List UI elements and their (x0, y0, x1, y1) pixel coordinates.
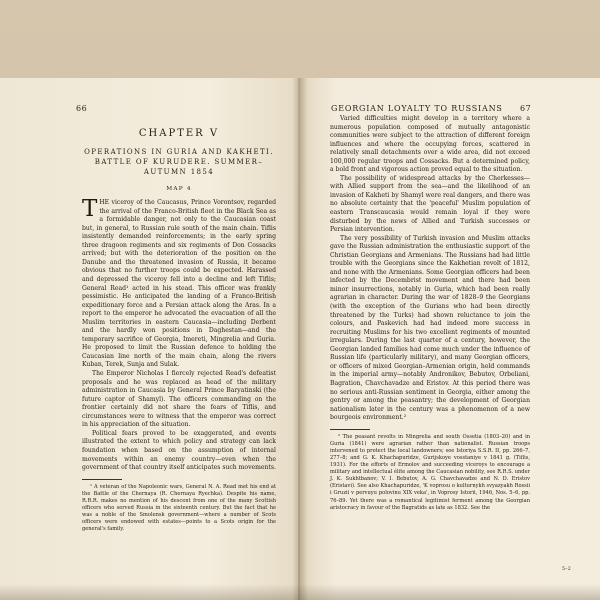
paragraph: Political fears proved to be exaggerated, and events illustrated the extent to which policy and strategy can lack foundation when based on the assumption of internal movements within an enemy country—even when the government of that country itself anticipates such movements. (82, 429, 276, 472)
paragraph: The Emperor Nicholas I fiercely rejected Read's defeatist proposals and he was replaced as head of the military administration in Caucasia by General Prince Baryatinski (the future captor of Shamyl). The officers commanding on the frontier certainly did not share the fears of Tiflis, and circumstances were to witness that the emperor was correct in his appreciation of the situation. (82, 370, 276, 429)
map-label: MAP 4 (166, 185, 192, 192)
left-text-column (82, 120, 276, 533)
footnote-rule (330, 429, 370, 430)
chapter-heading: CHAPTER V (138, 128, 220, 139)
chapter-title: OPERATIONS IN GURIA AND KAKHETI. BATTLE OF KURUDERE. SUMMER–AUTUMN 1854 (84, 147, 274, 176)
paragraph-text: HE viceroy of the Caucasus, Prince Vorontsov, regarded the arrival of the Franco-British fleet in the Black Sea as a formidable danger, not only to the Caucasian coast but, in general, to Russian rule south of the main chain. Tiflis insistently demanded reinforcements; in the early spring three dragoon regiments and six regiments of Don Cossacks arrived; but with the deterioration of the position on the Danube and the threatened invasion of Russia, it became obvious that no further troops could be expected. Harassed and depressed the viceroy fell into a decline and left Tiflis; General Read¹ acted in his stead. This officer was frankly pessimistic. He anticipated the landing of a Franco-British expeditionary force and a Persian attack along the Aras. In a report to the emperor he advocated the evacuation of all the Muslim territories in eastern Caucasia—including Derbent and the hardly won positions in Daghestan—and the temporary sacrifice of Georgia, Imereti, Mingrelia and Guria. He proposed to limit the Russian defence to holding the Caucasian line north of the main chain, along the rivers Kuban, Terek, Sunja and Sulak. (82, 199, 276, 369)
footnote: ¹ A veteran of the Napoleonic wars, General N. A. Read met his end at the Battle of the Chernaya (R. Chernaya Ryechka). Despite his name, R.R.R. makes no mention of his descent from one of the many Scottish officers who served Russia in the sixteenth century. But the fact that he was a noble of the Smolensk government—where a number of Scots officers were endowed with estates—points to a Scots origin for the general's family. (82, 483, 276, 533)
footnote-rule (82, 479, 122, 480)
printer-signature: 5–2 (562, 566, 571, 572)
left-page-number: 66 (76, 104, 88, 113)
paragraph: The possibility of widespread attacks by the Cherkesses—with Allied support from the sea—and the likelihood of an invasion of Kakheti by Shamyl were real dangers, and there was no absolute certainty that the 'peaceful' Muslim population of eastern Transcaucasia would remain loyal if they were disturbed by the news of Allied and Turkish successes or Persian intervention. (330, 174, 530, 234)
paragraph: Varied difficulties might develop in a territory where a numerous population composed of mutually antagonistic communities were subject to the attraction of different foreign influences and where the occupying forces, scattered in relatively small detachments over a wide area, did not exceed 100,000 regular troops and Cossacks. But a determined policy, a bold front and vigorous action proved equal to the situation. (330, 115, 530, 174)
right-page-number: 67 (520, 104, 532, 113)
paragraph: The very possibility of Turkish invasion and Muslim attacks gave the Russian administration the enthusiastic support of the Christian Georgians and Armenians. The Russians had had little trouble with the Georgians since the Kakhetian revolt of 1812, and none with the Armenians. Some Georgian officers had been infected by the Decembrist movement and there had been minor insurrections, notably in Guria, which had been really agrarian in character. During the war of 1828–9 the Georgians (with the exception of the Gurians who had been directly threatened by the Turks) had shown reluctance to join the colours, and Paskevich had had indeed more success in recruiting Muslims for his two excellent regiments of mounted irregulars. During the last quarter of a century, however, the Georgian landed families had come much under the influence of Russian life (particularly military), and many Georgian officers, or officers of mixed Georgian–Armenian origin, held commands in the imperial army—notably Andronikov, Bebutov, Orbeliani, Bagration, Chavchavadze and Eristov. At this period there was no serious anti-Russian sentiment in Georgia, either among the gentry or among the peasantry; the development of Georgian nationalism later in the century was a phenomenon of a new bourgeois environment.² (330, 234, 530, 422)
drop-cap: T (82, 196, 98, 223)
right-text-column (330, 115, 530, 512)
footnote: ² The peasant revolts in Mingrelia and south Ossetia (1803–20) and in Guria (1841) were agrarian rather than nationalist. Russian troops intervened to protect the local landowners; see Istoriya S.S.R. II, pp. 266–7, 277–8; and G. K. Khachapuridze, Gurijskoye vosstaniye v 1841 g. (Tiflis, 1931). For the efforts of Ermolov and succeeding viceroys to encourage a military and intellectual élite among the Caucasian nobility, see R.R.S. under J. K. Sukhtbanov; V. I. Bebutov, A. G. Chavchavadze and N. D. Eristov (Eristavi). See also Khachapuridze, 'K voprosu o kulturnykh svyazyakh Rossii i Gruzii v pervuyu polovinu XIX veka', in Voprosy Istorii, 1946, Nos. 5–6, pp. 76–89. Yet there was a romantical legitimist ferment among the Georgian aristocracy in favour of the Bagratids as late as 1832. See the (330, 433, 530, 511)
paragraph (82, 196, 276, 370)
right-running-head: GEORGIAN LOYALTY TO RUSSIANS (331, 104, 503, 113)
